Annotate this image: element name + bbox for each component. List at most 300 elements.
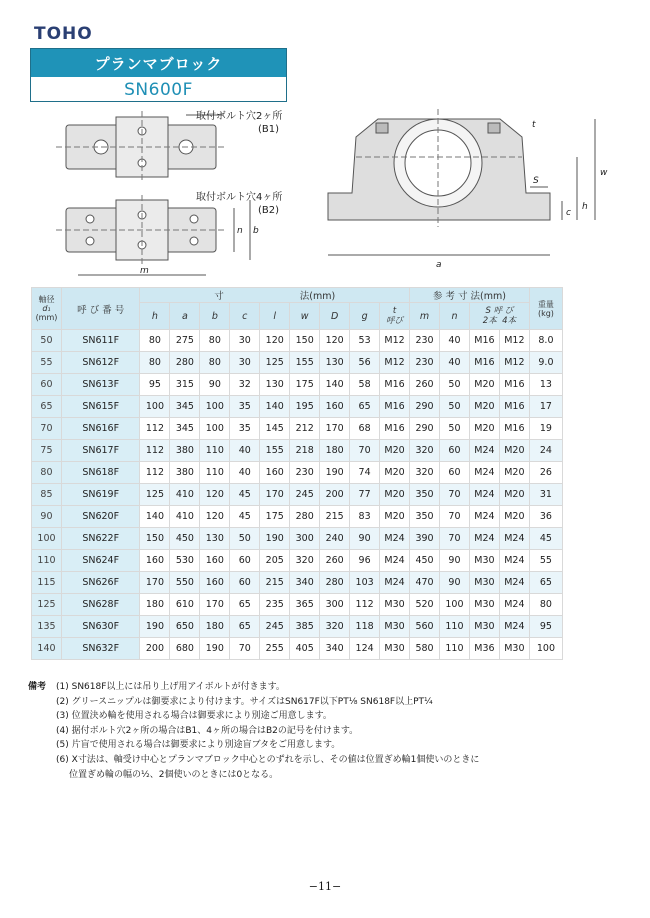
table-cell: 80 bbox=[200, 330, 230, 352]
table-cell: 50 bbox=[439, 418, 469, 440]
label-b2-code: (B2) bbox=[258, 205, 280, 216]
table-cell: 45 bbox=[230, 506, 260, 528]
cell-model: SN626F bbox=[61, 572, 140, 594]
table-cell: 215 bbox=[260, 572, 290, 594]
table-cell: 280 bbox=[320, 572, 350, 594]
table-cell: 80 bbox=[200, 352, 230, 374]
table-cell: 650 bbox=[170, 616, 200, 638]
table-cell: M20 bbox=[499, 462, 529, 484]
table-cell: 103 bbox=[350, 572, 380, 594]
table-cell: 100 bbox=[200, 396, 230, 418]
table-cell: 240 bbox=[320, 528, 350, 550]
table-cell: M30 bbox=[499, 638, 529, 660]
col-w: w bbox=[290, 303, 320, 330]
col-m: m bbox=[410, 303, 440, 330]
cell-shaft: 65 bbox=[32, 396, 62, 418]
table-cell: 65 bbox=[529, 572, 562, 594]
table-cell: M12 bbox=[499, 330, 529, 352]
table-cell: M24 bbox=[380, 572, 410, 594]
table-cell: 385 bbox=[290, 616, 320, 638]
col-c: c bbox=[230, 303, 260, 330]
table-cell: 40 bbox=[439, 330, 469, 352]
table-cell: M16 bbox=[380, 396, 410, 418]
table-cell: M20 bbox=[499, 484, 529, 506]
table-cell: M30 bbox=[469, 550, 499, 572]
table-cell: 470 bbox=[410, 572, 440, 594]
table-cell: 195 bbox=[290, 396, 320, 418]
table-cell: M24 bbox=[469, 528, 499, 550]
table-cell: 95 bbox=[140, 374, 170, 396]
table-cell: 60 bbox=[230, 572, 260, 594]
table-cell: 65 bbox=[230, 594, 260, 616]
cell-model: SN617F bbox=[61, 440, 140, 462]
table-cell: M24 bbox=[469, 462, 499, 484]
header-shaft: 軸径 d₁ (mm) bbox=[32, 288, 62, 330]
table-cell: 8.0 bbox=[529, 330, 562, 352]
table-cell: M20 bbox=[499, 506, 529, 528]
table-cell: M24 bbox=[499, 594, 529, 616]
table-cell: M12 bbox=[380, 352, 410, 374]
table-cell: 90 bbox=[350, 528, 380, 550]
table-cell: 160 bbox=[140, 550, 170, 572]
table-cell: M24 bbox=[469, 484, 499, 506]
table-cell: M16 bbox=[469, 330, 499, 352]
table-cell: 520 bbox=[410, 594, 440, 616]
table-cell: 100 bbox=[200, 418, 230, 440]
cell-shaft: 100 bbox=[32, 528, 62, 550]
table-row bbox=[32, 506, 563, 528]
cell-model: SN630F bbox=[61, 616, 140, 638]
table-cell: 530 bbox=[170, 550, 200, 572]
table-cell: 32 bbox=[230, 374, 260, 396]
table-cell: 55 bbox=[529, 550, 562, 572]
table-cell: 60 bbox=[439, 462, 469, 484]
table-cell: 30 bbox=[230, 352, 260, 374]
table-cell: 50 bbox=[439, 396, 469, 418]
table-cell: M16 bbox=[469, 352, 499, 374]
note-item: (1) SN618F以上には吊り上げ用アイボルトが付きます。 bbox=[56, 682, 285, 692]
table-row bbox=[32, 638, 563, 660]
table-cell: 200 bbox=[140, 638, 170, 660]
table-cell: 150 bbox=[290, 330, 320, 352]
table-cell: 200 bbox=[320, 484, 350, 506]
note-item: (2) グリースニップルは御要求により付けます。サイズはSN617F以下PT⅛ SN618F以上PT¼ bbox=[56, 696, 433, 707]
table-cell: 610 bbox=[170, 594, 200, 616]
table-cell: 180 bbox=[200, 616, 230, 638]
table-cell: M24 bbox=[499, 572, 529, 594]
col-s: S 呼 び 2本 4本 bbox=[469, 303, 529, 330]
table-cell: 175 bbox=[260, 506, 290, 528]
table-cell: 290 bbox=[410, 396, 440, 418]
table-cell: M30 bbox=[469, 572, 499, 594]
brand-logo: TOHO bbox=[34, 24, 93, 44]
table-cell: 190 bbox=[200, 638, 230, 660]
table-cell: M30 bbox=[469, 616, 499, 638]
cell-shaft: 55 bbox=[32, 352, 62, 374]
table-cell: 680 bbox=[170, 638, 200, 660]
table-cell: 560 bbox=[410, 616, 440, 638]
table-cell: 125 bbox=[140, 484, 170, 506]
table-cell: 350 bbox=[410, 506, 440, 528]
cell-shaft: 110 bbox=[32, 550, 62, 572]
table-cell: 70 bbox=[439, 484, 469, 506]
table-cell: 260 bbox=[410, 374, 440, 396]
cell-shaft: 75 bbox=[32, 440, 62, 462]
table-cell: 290 bbox=[410, 418, 440, 440]
table-cell: 180 bbox=[140, 594, 170, 616]
table-cell: 124 bbox=[350, 638, 380, 660]
table-cell: 96 bbox=[350, 550, 380, 572]
col-a: a bbox=[170, 303, 200, 330]
table-cell: 212 bbox=[290, 418, 320, 440]
table-cell: 390 bbox=[410, 528, 440, 550]
table-cell: 205 bbox=[260, 550, 290, 572]
page-number: −11− bbox=[308, 880, 342, 893]
col-h: h bbox=[140, 303, 170, 330]
table-cell: M30 bbox=[380, 594, 410, 616]
note-continuation: 位置ぎめ輪の幅の½、2個使いのときには0となる。 bbox=[69, 769, 279, 780]
table-cell: 70 bbox=[439, 506, 469, 528]
table-cell: 345 bbox=[170, 418, 200, 440]
table-cell: 53 bbox=[350, 330, 380, 352]
table-cell: 118 bbox=[350, 616, 380, 638]
col-t: t 呼び bbox=[380, 303, 410, 330]
table-cell: 17 bbox=[529, 396, 562, 418]
dim-s: S bbox=[533, 176, 539, 186]
table-cell: 74 bbox=[350, 462, 380, 484]
table-cell: 155 bbox=[290, 352, 320, 374]
table-cell: 315 bbox=[170, 374, 200, 396]
product-title: プランマブロック bbox=[31, 49, 286, 77]
table-cell: 145 bbox=[260, 418, 290, 440]
table-body bbox=[32, 330, 563, 660]
table-cell: 170 bbox=[140, 572, 170, 594]
table-cell: 170 bbox=[260, 484, 290, 506]
table-cell: M30 bbox=[380, 638, 410, 660]
table-cell: M24 bbox=[499, 616, 529, 638]
table-cell: 40 bbox=[439, 352, 469, 374]
table-cell: 112 bbox=[140, 440, 170, 462]
table-cell: 120 bbox=[320, 330, 350, 352]
table-cell: M12 bbox=[499, 352, 529, 374]
table-cell: 90 bbox=[439, 572, 469, 594]
table-cell: M20 bbox=[469, 418, 499, 440]
table-cell: 26 bbox=[529, 462, 562, 484]
table-row bbox=[32, 484, 563, 506]
table-cell: 100 bbox=[140, 396, 170, 418]
table-cell: 340 bbox=[290, 572, 320, 594]
table-cell: M24 bbox=[499, 550, 529, 572]
label-b2: 取付ボルト穴4ヶ所 bbox=[196, 192, 283, 203]
table-cell: M20 bbox=[499, 440, 529, 462]
cell-model: SN613F bbox=[61, 374, 140, 396]
cell-shaft: 70 bbox=[32, 418, 62, 440]
table-cell: 60 bbox=[230, 550, 260, 572]
table-cell: 110 bbox=[200, 462, 230, 484]
header-reference: 参 考 寸 法(mm) bbox=[410, 288, 530, 303]
table-cell: 450 bbox=[410, 550, 440, 572]
table-cell: 35 bbox=[230, 396, 260, 418]
table-cell: 190 bbox=[140, 616, 170, 638]
table-cell: 410 bbox=[170, 484, 200, 506]
table-cell: 56 bbox=[350, 352, 380, 374]
cell-shaft: 85 bbox=[32, 484, 62, 506]
table-cell: 230 bbox=[410, 330, 440, 352]
table-cell: 30 bbox=[230, 330, 260, 352]
dim-c: c bbox=[566, 208, 571, 218]
table-cell: M12 bbox=[380, 330, 410, 352]
note-item: (3) 位置決め輪を使用される場合は御要求により別途ご用意します。 bbox=[56, 711, 332, 722]
table-cell: 50 bbox=[230, 528, 260, 550]
table-row bbox=[32, 572, 563, 594]
table-cell: 65 bbox=[230, 616, 260, 638]
table-cell: 300 bbox=[320, 594, 350, 616]
cell-model: SN628F bbox=[61, 594, 140, 616]
cell-model: SN612F bbox=[61, 352, 140, 374]
technical-drawings bbox=[0, 105, 650, 280]
cell-shaft: 140 bbox=[32, 638, 62, 660]
cell-shaft: 125 bbox=[32, 594, 62, 616]
dim-t: t bbox=[532, 120, 536, 130]
table-cell: 70 bbox=[350, 440, 380, 462]
table-cell: 350 bbox=[410, 484, 440, 506]
label-b1-code: (B1) bbox=[258, 124, 280, 135]
table-cell: 180 bbox=[320, 440, 350, 462]
table-cell: 100 bbox=[439, 594, 469, 616]
table-cell: M30 bbox=[469, 594, 499, 616]
dim-a: a bbox=[436, 260, 442, 270]
table-cell: M20 bbox=[469, 396, 499, 418]
table-cell: 215 bbox=[320, 506, 350, 528]
table-row bbox=[32, 330, 563, 352]
table-row bbox=[32, 528, 563, 550]
table-cell: 160 bbox=[320, 396, 350, 418]
table-row bbox=[32, 352, 563, 374]
col-b: b bbox=[200, 303, 230, 330]
cell-shaft: 90 bbox=[32, 506, 62, 528]
table-cell: 340 bbox=[320, 638, 350, 660]
cell-shaft: 115 bbox=[32, 572, 62, 594]
table-cell: 60 bbox=[439, 440, 469, 462]
table-cell: 100 bbox=[529, 638, 562, 660]
dim-m: m bbox=[140, 266, 149, 276]
table-cell: 245 bbox=[290, 484, 320, 506]
table-cell: 280 bbox=[170, 352, 200, 374]
notes-list bbox=[56, 680, 586, 782]
table-cell: 90 bbox=[200, 374, 230, 396]
table-cell: M30 bbox=[380, 616, 410, 638]
table-cell: 80 bbox=[140, 352, 170, 374]
table-cell: 65 bbox=[350, 396, 380, 418]
col-n: n bbox=[439, 303, 469, 330]
table-cell: 24 bbox=[529, 440, 562, 462]
table-cell: 13 bbox=[529, 374, 562, 396]
table-cell: 80 bbox=[140, 330, 170, 352]
table-cell: M20 bbox=[380, 484, 410, 506]
table-cell: 320 bbox=[410, 440, 440, 462]
header-dimensions: 寸 法(mm) bbox=[140, 288, 410, 303]
table-cell: 410 bbox=[170, 506, 200, 528]
table-cell: 70 bbox=[439, 528, 469, 550]
table-cell: 45 bbox=[230, 484, 260, 506]
table-cell: M16 bbox=[499, 396, 529, 418]
table-cell: M20 bbox=[380, 506, 410, 528]
note-item: (4) 据付ボルト穴2ヶ所の場合はB1、4ヶ所の場合はB2の記号を付けます。 bbox=[56, 725, 359, 736]
table-cell: 160 bbox=[200, 572, 230, 594]
notes-label: 備考 bbox=[28, 682, 47, 692]
table-cell: 140 bbox=[260, 396, 290, 418]
table-cell: 70 bbox=[230, 638, 260, 660]
table-cell: 170 bbox=[320, 418, 350, 440]
table-cell: 175 bbox=[290, 374, 320, 396]
table-row bbox=[32, 374, 563, 396]
table-cell: M20 bbox=[380, 440, 410, 462]
series-title: SN600F bbox=[124, 79, 193, 100]
table-cell: 68 bbox=[350, 418, 380, 440]
table-cell: 40 bbox=[230, 462, 260, 484]
table-cell: 130 bbox=[200, 528, 230, 550]
cell-shaft: 80 bbox=[32, 462, 62, 484]
table-cell: 140 bbox=[140, 506, 170, 528]
table-cell: 110 bbox=[439, 616, 469, 638]
table-cell: M16 bbox=[380, 418, 410, 440]
table-row bbox=[32, 418, 563, 440]
table-cell: 300 bbox=[290, 528, 320, 550]
table-cell: 260 bbox=[320, 550, 350, 572]
cell-shaft: 50 bbox=[32, 330, 62, 352]
note-item: (6) X寸法は、軸受け中心とプランマブロック中心とのずれを示し、その値は位置ぎめ輪1個使いのときに bbox=[56, 754, 480, 765]
table-cell: 230 bbox=[290, 462, 320, 484]
dimensions-table bbox=[31, 287, 563, 660]
table-cell: 150 bbox=[140, 528, 170, 550]
table-cell: 550 bbox=[170, 572, 200, 594]
col-g: g bbox=[350, 303, 380, 330]
cell-shaft: 60 bbox=[32, 374, 62, 396]
table-cell: 140 bbox=[320, 374, 350, 396]
table-cell: 77 bbox=[350, 484, 380, 506]
table-cell: 320 bbox=[290, 550, 320, 572]
table-cell: 275 bbox=[170, 330, 200, 352]
table-cell: M20 bbox=[469, 374, 499, 396]
table-cell: M24 bbox=[380, 550, 410, 572]
label-b1: 取付ボルト穴2ヶ所 bbox=[196, 111, 283, 122]
table-cell: M24 bbox=[469, 440, 499, 462]
table-cell: 218 bbox=[290, 440, 320, 462]
title-box bbox=[30, 48, 287, 102]
table-cell: M16 bbox=[499, 374, 529, 396]
header-model: 呼 び 番 号 bbox=[61, 288, 140, 330]
table-cell: 125 bbox=[260, 352, 290, 374]
table-cell: 112 bbox=[140, 462, 170, 484]
cell-model: SN620F bbox=[61, 506, 140, 528]
table-cell: 380 bbox=[170, 440, 200, 462]
cell-shaft: 135 bbox=[32, 616, 62, 638]
table-cell: 365 bbox=[290, 594, 320, 616]
table-cell: 320 bbox=[410, 462, 440, 484]
cell-model: SN624F bbox=[61, 550, 140, 572]
table-cell: 50 bbox=[439, 374, 469, 396]
table-cell: 120 bbox=[200, 506, 230, 528]
table-row bbox=[32, 550, 563, 572]
table-row bbox=[32, 462, 563, 484]
table-cell: M20 bbox=[380, 462, 410, 484]
dim-n: n bbox=[237, 226, 243, 236]
table-cell: 255 bbox=[260, 638, 290, 660]
table-cell: M36 bbox=[469, 638, 499, 660]
table-cell: 130 bbox=[320, 352, 350, 374]
front-view bbox=[328, 109, 595, 255]
table-cell: 280 bbox=[290, 506, 320, 528]
cell-model: SN611F bbox=[61, 330, 140, 352]
table-cell: 160 bbox=[260, 462, 290, 484]
table-cell: 345 bbox=[170, 396, 200, 418]
table-cell: 160 bbox=[200, 550, 230, 572]
table-cell: 112 bbox=[140, 418, 170, 440]
dim-w: w bbox=[600, 168, 608, 178]
table-cell: 83 bbox=[350, 506, 380, 528]
table-cell: 40 bbox=[230, 440, 260, 462]
table-cell: M24 bbox=[499, 528, 529, 550]
note-item: (5) 片盲で使用される場合は御要求により別途盲ブタをご用意します。 bbox=[56, 740, 341, 751]
cell-model: SN616F bbox=[61, 418, 140, 440]
table-cell: 190 bbox=[320, 462, 350, 484]
table-cell: 120 bbox=[200, 484, 230, 506]
table-cell: 245 bbox=[260, 616, 290, 638]
table-row bbox=[32, 396, 563, 418]
table-row bbox=[32, 616, 563, 638]
table-cell: 230 bbox=[410, 352, 440, 374]
table-cell: 31 bbox=[529, 484, 562, 506]
table-cell: 95 bbox=[529, 616, 562, 638]
table-cell: M16 bbox=[499, 418, 529, 440]
table-cell: 235 bbox=[260, 594, 290, 616]
cell-model: SN632F bbox=[61, 638, 140, 660]
table-cell: 80 bbox=[529, 594, 562, 616]
col-l: l bbox=[260, 303, 290, 330]
dim-b: b bbox=[253, 226, 259, 236]
table-row bbox=[32, 440, 563, 462]
table-cell: M16 bbox=[380, 374, 410, 396]
table-cell: M24 bbox=[469, 506, 499, 528]
cell-model: SN618F bbox=[61, 462, 140, 484]
table-row bbox=[32, 594, 563, 616]
table-cell: 580 bbox=[410, 638, 440, 660]
table-cell: 170 bbox=[200, 594, 230, 616]
table-cell: 320 bbox=[320, 616, 350, 638]
table-cell: 110 bbox=[200, 440, 230, 462]
table-cell: 155 bbox=[260, 440, 290, 462]
cell-model: SN615F bbox=[61, 396, 140, 418]
table-cell: 112 bbox=[350, 594, 380, 616]
table-cell: 19 bbox=[529, 418, 562, 440]
table-cell: 110 bbox=[439, 638, 469, 660]
table-cell: 120 bbox=[260, 330, 290, 352]
table-cell: 380 bbox=[170, 462, 200, 484]
table-cell: 405 bbox=[290, 638, 320, 660]
top-view-b2 bbox=[56, 195, 250, 275]
table-cell: 130 bbox=[260, 374, 290, 396]
header-weight: 重量 (kg) bbox=[529, 288, 562, 330]
col-D: D bbox=[320, 303, 350, 330]
cell-model: SN619F bbox=[61, 484, 140, 506]
dim-h: h bbox=[582, 202, 588, 212]
table-cell: 36 bbox=[529, 506, 562, 528]
table-cell: 45 bbox=[529, 528, 562, 550]
table-cell: 35 bbox=[230, 418, 260, 440]
table-cell: 58 bbox=[350, 374, 380, 396]
table-cell: 450 bbox=[170, 528, 200, 550]
table-cell: 90 bbox=[439, 550, 469, 572]
